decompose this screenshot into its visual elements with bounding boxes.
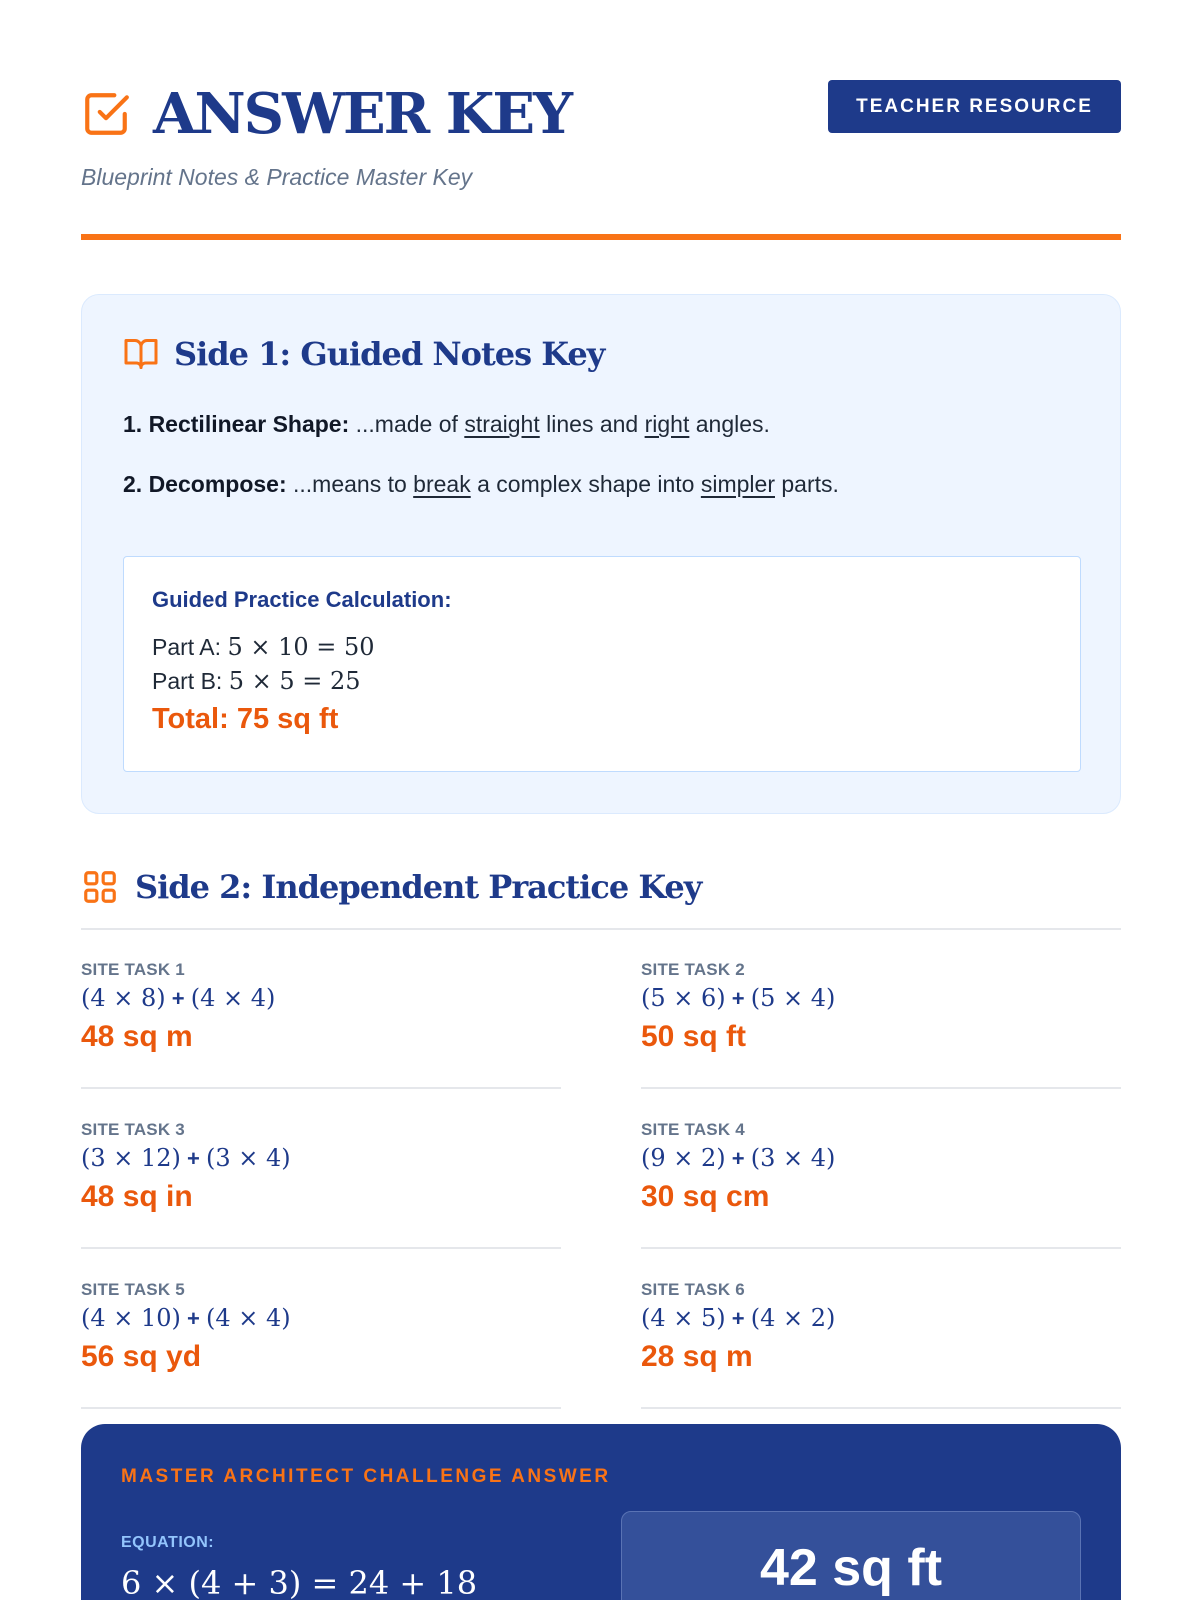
- task-answer: 56 sq yd: [81, 1340, 202, 1373]
- note-decompose: [123, 471, 839, 498]
- plus-sign: +: [725, 1146, 751, 1171]
- task-term: (4 × 4): [205, 1304, 291, 1332]
- page-subtitle: Blueprint Notes & Practice Master Key: [81, 164, 473, 190]
- page-header: [81, 80, 1121, 240]
- task-term: (4 × 5): [641, 1304, 726, 1332]
- challenge-answer-box: [621, 1511, 1081, 1600]
- independent-practice-header: [81, 868, 1121, 930]
- side1-heading: [122, 335, 604, 373]
- master-architect-challenge: [81, 1424, 1121, 1600]
- task-answer: 48 sq in: [81, 1180, 193, 1213]
- note-answer: straight: [464, 411, 540, 437]
- site-task-4: [641, 1120, 1121, 1249]
- note-text: parts.: [774, 471, 839, 497]
- equation-label: EQUATION:: [121, 1534, 215, 1551]
- task-equation: [641, 984, 835, 1012]
- part-a-label: Part A:: [152, 634, 228, 660]
- side2-title: Side 2: Independent Practice Key: [135, 868, 702, 906]
- task-answer: 28 sq m: [641, 1340, 753, 1373]
- page-title: ANSWER KEY: [153, 81, 572, 147]
- task-term: (3 × 4): [750, 1144, 836, 1172]
- task-equation: [641, 1144, 835, 1172]
- site-task-3: [81, 1120, 561, 1249]
- task-answer: 48 sq m: [81, 1020, 193, 1053]
- header-divider: [81, 234, 1121, 240]
- note-text: lines and: [539, 411, 645, 437]
- note-answer: right: [644, 411, 690, 437]
- note-text: ...means to: [286, 471, 414, 497]
- task-equation: [81, 984, 275, 1012]
- part-b-equation: 5 × 5 = 25: [228, 667, 361, 695]
- task-label: SITE TASK 1: [81, 960, 185, 979]
- plus-sign: +: [725, 986, 751, 1011]
- guided-practice-heading: Guided Practice Calculation:: [152, 587, 452, 612]
- side2-heading: [81, 868, 1121, 906]
- checkbox-checked-icon: [81, 89, 131, 139]
- task-term: (3 × 4): [205, 1144, 291, 1172]
- side1-title: Side 1: Guided Notes Key: [174, 335, 605, 373]
- task-answer: 30 sq cm: [641, 1180, 770, 1213]
- part-a-equation: 5 × 10 = 50: [227, 633, 375, 661]
- task-term: (3 × 12): [81, 1144, 181, 1172]
- task-answer: 50 sq ft: [641, 1020, 747, 1053]
- note-answer: simpler: [700, 471, 775, 497]
- challenge-equation: 6 × (4 + 3) = 24 + 18: [121, 1564, 478, 1600]
- site-task-1: [81, 960, 561, 1089]
- note-text: angles.: [689, 411, 770, 437]
- note-text: a complex shape into: [470, 471, 701, 497]
- guided-practice-box: [123, 556, 1081, 772]
- part-b-line: [152, 667, 361, 695]
- task-label: SITE TASK 4: [641, 1120, 745, 1139]
- site-task-5: [81, 1280, 561, 1409]
- note-rectilinear: [123, 411, 770, 438]
- plus-sign: +: [165, 986, 191, 1011]
- task-term: (9 × 2): [641, 1144, 726, 1172]
- open-book-icon: [122, 336, 160, 372]
- task-term: (4 × 4): [190, 984, 276, 1012]
- plus-sign: +: [180, 1306, 206, 1331]
- task-label: SITE TASK 5: [81, 1280, 185, 1299]
- task-equation: [81, 1304, 291, 1332]
- challenge-answer: 42 sq ft: [759, 1539, 943, 1597]
- challenge-heading: MASTER ARCHITECT CHALLENGE ANSWER: [121, 1466, 611, 1487]
- note-label: 2. Decompose:: [123, 471, 287, 497]
- note-answer: break: [413, 471, 471, 497]
- note-text: ...made of: [349, 411, 465, 437]
- site-task-2: [641, 960, 1121, 1089]
- grid-icon: [81, 868, 119, 906]
- task-equation: [641, 1304, 835, 1332]
- task-term: (4 × 2): [750, 1304, 836, 1332]
- teacher-resource-badge: TEACHER RESOURCE: [828, 80, 1121, 133]
- task-term: (4 × 10): [81, 1304, 181, 1332]
- task-term: (4 × 8): [81, 984, 166, 1012]
- part-a-line: [152, 633, 375, 661]
- guided-notes-panel: [81, 294, 1121, 814]
- task-label: SITE TASK 6: [641, 1280, 745, 1299]
- guided-practice-total: Total: 75 sq ft: [152, 703, 339, 735]
- task-term: (5 × 6): [641, 984, 726, 1012]
- task-label: SITE TASK 2: [641, 960, 745, 979]
- part-b-label: Part B:: [152, 668, 229, 694]
- note-label: 1. Rectilinear Shape:: [123, 411, 350, 437]
- task-equation: [81, 1144, 291, 1172]
- plus-sign: +: [180, 1146, 206, 1171]
- site-task-6: [641, 1280, 1121, 1409]
- title-row: [81, 81, 572, 147]
- task-term: (5 × 4): [750, 984, 836, 1012]
- plus-sign: +: [725, 1306, 751, 1331]
- task-label: SITE TASK 3: [81, 1120, 185, 1139]
